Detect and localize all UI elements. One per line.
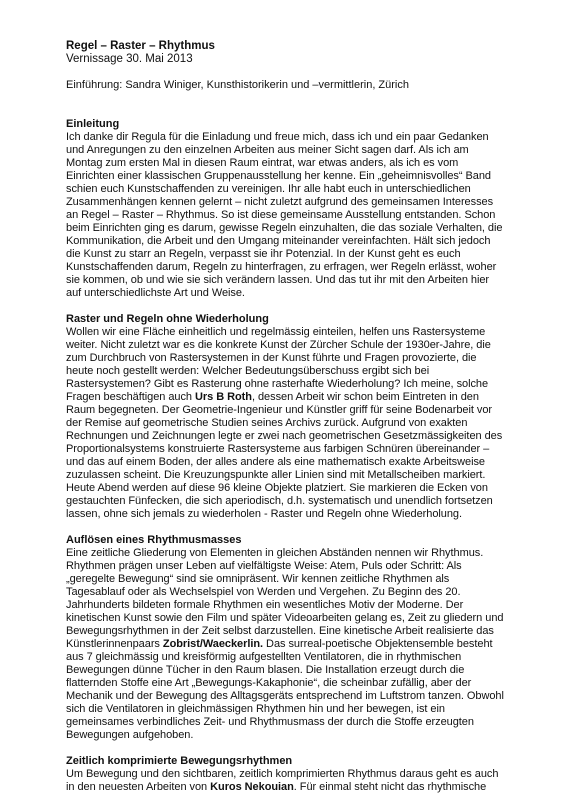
paragraph-text: Das surreal-poetische Objektensemble besteht aus 7 gleichmässig und kreisförmig aufgestellten Ventilatoren, die in rhythmischen Bewegungen dünne Tücher in den Raum blasen. Die Installation erzeugt durch die flatternden Stoffe eine Art „Bewegungs-Kakaphonie“, die scheinbar zufällig, aber der Mechanik und der Bewegung des Alltagsgeräts entsprechend im Luftstrom tanzen. Obwohl sich die Ventilatoren in gleichmässigen Rhythmen hin und her bewegen, ist ein gemeinsames verbindliches Zeit- und Rhythmusmass der durch die Stoffe erzeugten Bewegungen aufgehoben. — [66, 638, 504, 741]
section-paragraph — [66, 547, 505, 742]
paragraph-text: Ich danke dir Regula für die Einladung und freue mich, dass ich und ein paar Gedanken und Anregungen zu den einzelnen Arbeiten aus meiner Sicht sagen darf. Als ich am Montag zum ersten Mal in diesen Raum eintrat, war etwas anders, als ich es vom Einrichten einer klassischen Gruppenausstellung her kenne. Ein „geheimnisvolles“ Band schien euch Kunstschaffenden zu vereinigen. Ihr alle habt euch in unterschiedlichen Zusammenhängen kennen gelernt – nicht zuletzt aufgrund des gemeinsamen Interesses an Regel – Raster – Rhythmus. So ist diese gemeinsame Ausstellung entstanden. Schon beim Einrichten ging es darum, gewisse Regeln einzuhalten, die das soziale Verhalten, die Kommunikation, die Arbeit und den Umgang miteinander vereinfachten. Hält sich jedoch die Kunst zu starr an Regeln, verpasst sie ihr Potenzial. In der Kunst geht es euch Kunstschaffenden darum, Regeln zu hinterfragen, zu erfragen, wer Regeln erlässt, woher sie kommen, ob und wie sie sich verändern lassen. Und das tut ihr mit den Arbeiten hier auf unterschiedlichste Art und Weise. — [66, 131, 503, 299]
paragraph-text: , dessen Arbeit wir schon beim Eintreten in den Raum begegneten. Der Geometrie-Ingenieur und Künstler griff für seine Bodenarbeit vor der Remise auf geometrische Studien seines Archivs zurück. Aufgrund von exakten Rechnungen und Zeichnungen legte er zwei nach geometrischen Gesetzmässigkeiten des Proportionalsystems konstruierte Rastersysteme aus farbigen Schnüren übereinander – und das auf einem Boden, der alles andere als eine mathematisch exakte Arbeitsweise zuzulassen scheint. Die Kreuzungspunkte aller Linien sind mit Metallscheiben markiert. Heute Abend werden auf diese 96 kleine Objekte platziert. Sie markieren die Ecken von gestauchten Fünfecken, die sich aperiodisch, d.h. systematisch und unendlich fortsetzen lassen, ohne sich jemals zu wiederholen - Raster und Regeln ohne Wiederholung. — [66, 391, 503, 520]
paragraph-text: Eine zeitliche Gliederung von Elementen in gleichen Abständen nennen wir Rhythmus. Rhythmen prägen unser Leben auf vielfältigste Weise: Atem, Puls oder Schritt: Als „geregelte Bewegung“ sind sie omnipräsent. Wir kennen zeitliche Rhythmen als Tagesablauf oder als Wechselspiel von Werden und Vergehen. Zu Beginn des 20. Jahrhunderts bildeten formale Rhythmen ein wesentliches Motiv der Moderne. Der kinetischen Kunst sowie den Film und später Videoarbeiten gelang es, Zeit zu gliedern und Bewegungsrhythmen in der Zeit selbst darzustellen. Eine kinetische Arbeit realisierte das Künstlerinnenpaars — [66, 547, 504, 650]
section-paragraph — [66, 768, 505, 794]
section-heading: Einleitung — [66, 118, 120, 130]
paragraph-text: Um Bewegung und den sichtbaren, zeitlich komprimierten Rhythmus daraus geht es auch in den neuesten Arbeiten von — [66, 768, 499, 793]
document-title: Regel – Raster – Rhythmus — [66, 40, 215, 52]
paragraph-text: . Für einmal steht nicht das rhythmische — [293, 781, 487, 793]
section-paragraph — [66, 326, 505, 521]
section-bewegungsrhythmen — [66, 755, 505, 794]
section-heading: Auflösen eines Rhythmusmasses — [66, 534, 242, 546]
section-heading: Zeitlich komprimierte Bewegungsrhythmen — [66, 755, 293, 767]
document-date: Vernissage 30. Mai 2013 — [66, 53, 193, 65]
document-intro-line: Einführung: Sandra Winiger, Kunsthistorikerin und –vermittlerin, Zürich — [66, 79, 409, 91]
section-rhythmusmass — [66, 534, 505, 742]
section-paragraph — [66, 131, 505, 300]
section-heading: Raster und Regeln ohne Wiederholung — [66, 313, 269, 325]
paragraph-text: Wollen wir eine Fläche einheitlich und regelmässig einteilen, helfen uns Rastersysteme weiter. Nicht zuletzt war es die konkrete Kunst der Zürcher Schule der 1930er-Jahre, die zum Durchbruch von Rastersystemen in der Kunst führte und Fragen provozierte, die heute noch gestellt werden: Welcher Bedeutungsüberschuss ergibt sich bei Rastersystemen? Gibt es Rasterung ohne rasterhafte Wiederholung? Ich meine, solche Fragen beschäftigen auch — [66, 326, 491, 403]
artist-name: Zobrist/Waeckerlin. — [162, 638, 264, 650]
artist-name: Kuros Nekouian — [210, 781, 294, 793]
section-raster — [66, 313, 505, 521]
artist-name: Urs B Roth — [195, 391, 252, 403]
section-einleitung — [66, 118, 505, 300]
